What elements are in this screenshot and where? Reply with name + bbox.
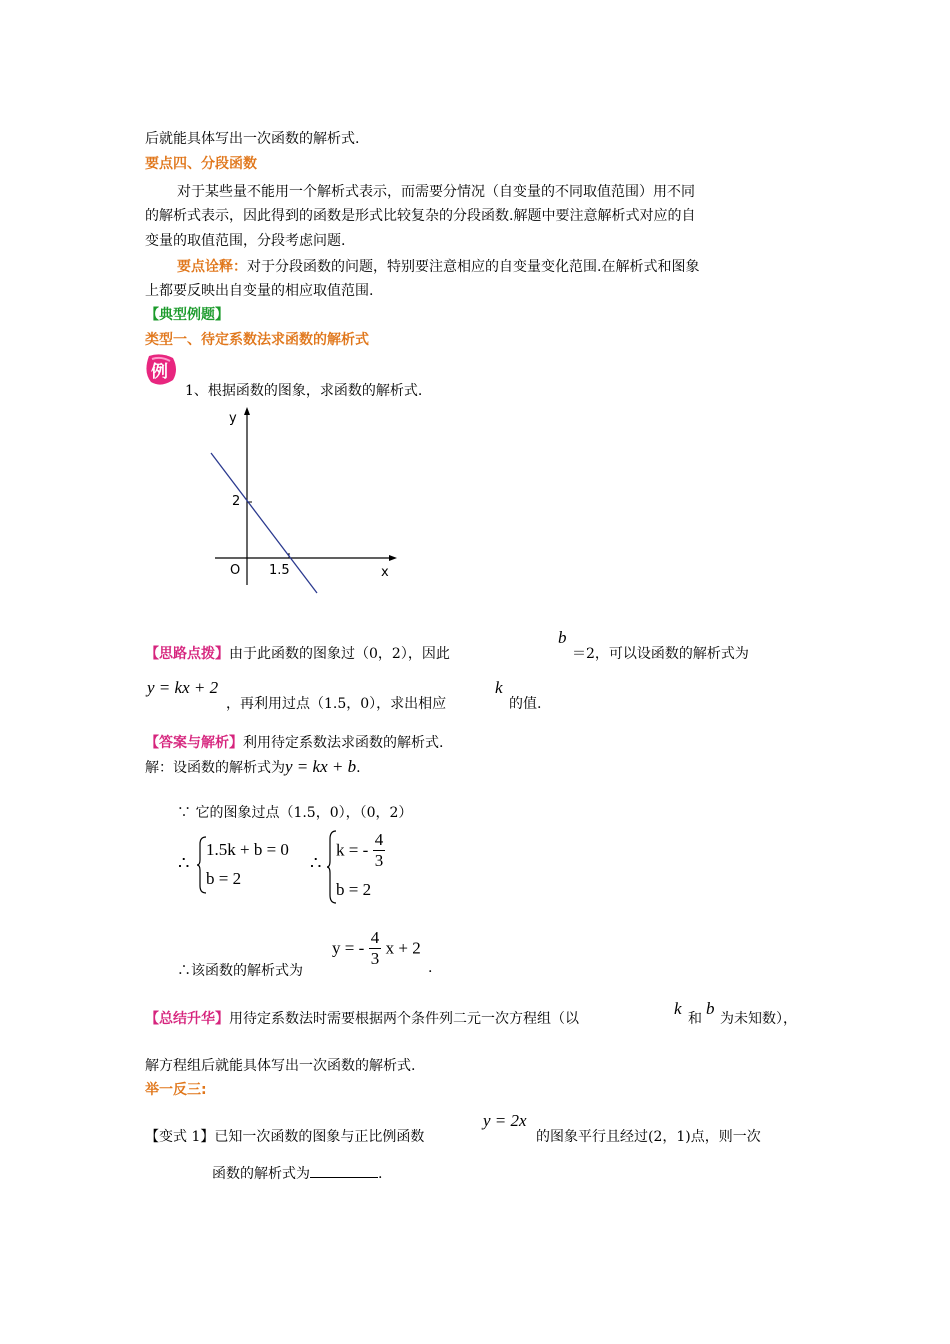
- summary-line: [145, 1008, 579, 1028]
- summary-text-2: 为未知数），: [720, 1011, 797, 1027]
- section-heading: 要点四、分段函数: [145, 156, 257, 172]
- numerator: 4: [370, 928, 380, 947]
- therefore-symbol: ∴: [178, 853, 190, 874]
- note-line: [177, 256, 699, 276]
- denominator: 3: [374, 851, 384, 870]
- denominator: 3: [370, 949, 380, 968]
- summary-and: 和: [688, 1011, 702, 1027]
- summary-line-2: 解方程组后就能具体写出一次函数的解析式.: [145, 1058, 416, 1074]
- var-k: k: [674, 999, 682, 1018]
- y-axis-arrow: [244, 407, 250, 415]
- therefore-symbol: ∴: [310, 853, 322, 874]
- hint-text-2: ＝2，可以设函数的解析式为: [572, 646, 749, 662]
- note-text: 对于分段函数的问题，特别要注意相应的自变量变化范围.在解析式和图象: [247, 259, 700, 275]
- equation: y = kx + b: [285, 757, 357, 776]
- function-graph: [205, 405, 405, 600]
- var-k: k: [495, 678, 503, 697]
- y-axis-label: y: [229, 411, 237, 426]
- because-line: ∵ 它的图象过点（1.5，0），（0，2）: [177, 805, 413, 821]
- variant-text: 已知一次函数的图象与正比例函数: [214, 1129, 425, 1145]
- k-eq: k = -: [336, 840, 369, 860]
- answer-text: 利用待定系数法求函数的解析式.: [243, 735, 444, 751]
- practice-heading: 举一反三:: [145, 1082, 207, 1098]
- final-equation: [332, 928, 421, 969]
- equation-row: b = 2: [336, 880, 372, 899]
- x-term: x + 2: [385, 938, 421, 958]
- type-heading: 类型一、待定系数法求函数的解析式: [145, 332, 369, 348]
- answer-blank[interactable]: [310, 1165, 378, 1178]
- question: 1、根据函数的图象，求函数的解析式.: [185, 383, 423, 399]
- example-badge: [143, 352, 179, 388]
- paragraph-line: 变量的取值范围，分段考虑问题.: [145, 233, 346, 249]
- answer-label: 【答案与解析】: [145, 735, 243, 751]
- solution-line: [145, 757, 361, 777]
- hint-line-1: [145, 643, 450, 663]
- solution-text: 解：设函数的解析式为: [145, 760, 285, 776]
- equation-row: [336, 830, 385, 871]
- hint-text-3: ，再利用过点（1.5，0），求出相应: [226, 696, 447, 712]
- equation: y = kx + 2: [147, 678, 219, 697]
- numerator: 4: [374, 830, 384, 849]
- summary-label: 【总结升华】: [145, 1011, 229, 1027]
- function-line: [211, 453, 317, 593]
- summary-text: 用待定系数法时需要根据两个条件列二元一次方程组（以: [229, 1011, 579, 1027]
- hint-text-4: 的值.: [509, 696, 542, 712]
- paragraph-line: 对于某些量不能用一个解析式表示，而需要分情况（自变量的不同取值范围）用不同: [177, 184, 695, 200]
- period: .: [356, 760, 361, 776]
- period: .: [378, 1166, 383, 1182]
- period: .: [428, 960, 433, 976]
- variant-text-2: 的图象平行且经过(2，1)点，则一次: [536, 1129, 761, 1145]
- fraction: [373, 830, 386, 871]
- final-label: ∴该函数的解析式为: [177, 963, 303, 979]
- answer-line: [145, 732, 443, 752]
- origin-label: O: [230, 563, 241, 578]
- examples-heading: 【典型例题】: [145, 307, 229, 323]
- note-line-2: 上都要反映出自变量的相应取值范围.: [145, 283, 374, 299]
- variant-text-3: 函数的解析式为: [212, 1166, 310, 1182]
- paragraph-line: 的解析式表示，因此得到的函数是形式比较复杂的分段函数.解题中要注意解析式对应的自: [145, 208, 696, 224]
- var-b: b: [706, 999, 715, 1018]
- variant-label: 【变式 1】: [145, 1129, 215, 1145]
- equation: y = 2x: [483, 1111, 527, 1130]
- note-label: 要点诠释：: [177, 259, 247, 275]
- x-axis-arrow: [389, 555, 397, 561]
- x-axis-label: x: [381, 565, 389, 580]
- var-b: b: [558, 628, 567, 647]
- variant-line-2: [212, 1163, 382, 1183]
- fraction: [369, 928, 382, 969]
- y-tick-label: 2: [232, 494, 241, 509]
- text-line: 后就能具体写出一次函数的解析式.: [145, 131, 360, 147]
- hint-label: 【思路点拨】: [145, 646, 229, 662]
- hint-text: 由于此函数的图象过（0，2），因此: [229, 646, 450, 662]
- y-eq: y = -: [332, 938, 365, 958]
- x-tick-label: 1.5: [269, 563, 290, 578]
- variant-line: [145, 1126, 424, 1146]
- badge-text: 例: [151, 362, 168, 382]
- equation-row: 1.5k + b = 0: [206, 840, 289, 859]
- equation-row: b = 2: [206, 869, 242, 888]
